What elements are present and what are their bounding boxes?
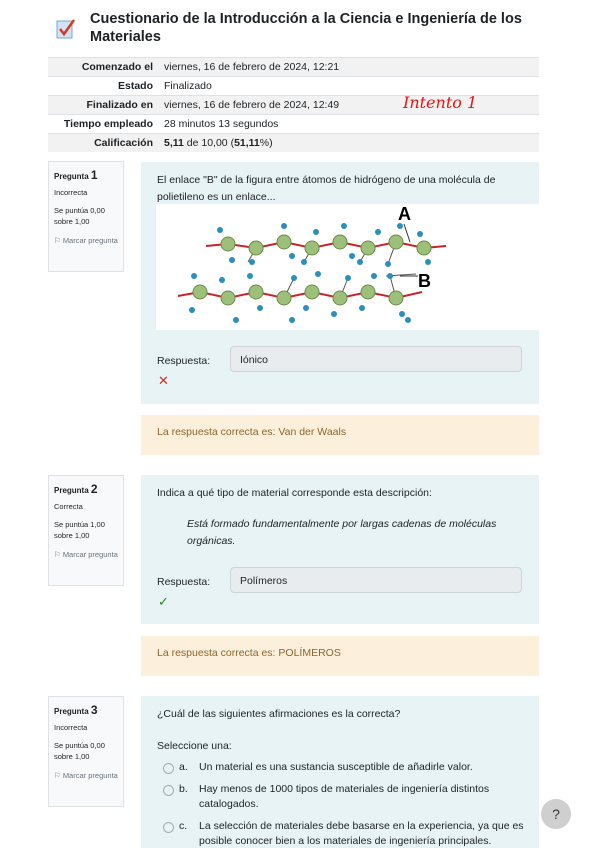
question-mark: Se puntúa 1,00 sobre 1,00	[54, 520, 105, 540]
question-number	[54, 168, 123, 182]
summary-label: Finalizado en	[48, 96, 157, 115]
question-word: Pregunta	[54, 707, 89, 716]
question-number-value: 2	[90, 482, 98, 496]
summary-label: Tiempo empleado	[48, 115, 157, 134]
answer-input[interactable]: Iónico	[230, 346, 522, 372]
summary-row-time	[48, 115, 539, 134]
question-text: El enlace "B" de la figura entre átomos de hidrógeno de una molécula de polietileno es un enlace...	[157, 174, 496, 203]
question-number-value: 3	[90, 703, 98, 717]
flag-icon: ⚐	[54, 771, 63, 780]
choice-text: La selección de materiales debe basarse en la experiencia, ya que es posible conocer bien a los materiales de ingeniería principales.	[199, 820, 524, 847]
grade-end: %)	[259, 137, 273, 149]
question-word: Pregunta	[54, 486, 89, 495]
summary-label: Calificación	[48, 134, 157, 153]
summary-label: Estado	[48, 77, 157, 96]
question-state: Incorrecta	[54, 723, 88, 732]
answer-row	[157, 353, 269, 370]
question-prompt: Seleccione una:	[157, 740, 232, 752]
answer-input[interactable]: Polímeros	[230, 567, 522, 593]
question-number-value: 1	[90, 168, 98, 182]
question-mark: Se puntúa 0,00 sobre 1,00	[54, 206, 105, 226]
flag-label: Marcar pregunta	[62, 771, 118, 780]
question-mark: Se puntúa 0,00 sobre 1,00	[54, 741, 105, 761]
incorrect-icon: ✕	[158, 373, 169, 388]
grade-mid: de 10,00 (	[183, 137, 235, 149]
correct-answer-feedback-1: La respuesta correcta es: Van der Waals	[141, 415, 539, 455]
choice-letter: b.	[179, 783, 188, 795]
correct-icon: ✓	[158, 594, 169, 609]
summary-value: viernes, 16 de febrero de 2024, 12:49	[157, 96, 539, 115]
flag-label: Marcar pregunta	[62, 236, 118, 245]
radio-button[interactable]	[163, 785, 174, 796]
flag-icon: ⚐	[54, 236, 63, 245]
grade-value	[157, 134, 539, 153]
summary-value: Finalizado	[157, 77, 539, 96]
answer-label: Respuesta:	[157, 576, 211, 588]
summary-row-started	[48, 58, 539, 77]
choice-text: Un material es una sustancia susceptible de añadirle valor.	[199, 761, 473, 773]
summary-row-grade	[48, 134, 539, 153]
question-word: Pregunta	[54, 172, 89, 181]
question-info-3	[48, 696, 124, 807]
figure-label-a: A	[398, 204, 411, 224]
flag-question-link[interactable]	[54, 235, 123, 246]
question-number	[54, 482, 123, 496]
grade-score: 5,11	[164, 137, 184, 149]
page-title: Cuestionario de la Introducción a la Ciencia e Ingeniería de los Materiales	[90, 11, 522, 45]
flag-question-link[interactable]	[54, 770, 123, 781]
correct-answer-feedback-2: La respuesta correcta es: POLÍMEROS	[141, 636, 539, 676]
flag-label: Marcar pregunta	[62, 550, 118, 559]
radio-button[interactable]	[163, 763, 174, 774]
quiz-icon	[56, 18, 76, 40]
radio-button[interactable]	[163, 822, 174, 833]
grade-percent: 51,11	[234, 137, 260, 149]
question-description: Está formado fundamentalmente por largas cadenas de moléculas orgánicas.	[187, 518, 497, 547]
choice-letter: a.	[179, 761, 188, 773]
flag-question-link[interactable]	[54, 549, 123, 560]
choice-letter: c.	[179, 820, 188, 832]
quiz-header	[48, 10, 540, 50]
polyethylene-figure	[156, 204, 539, 330]
question-state: Correcta	[54, 502, 83, 511]
handwritten-note: Intento 1	[403, 93, 478, 112]
summary-label: Comenzado el	[48, 58, 157, 77]
summary-value: viernes, 16 de febrero de 2024, 12:21	[157, 58, 539, 77]
question-content-1	[141, 162, 539, 404]
question-info-2	[48, 475, 124, 586]
question-text: ¿Cuál de las siguientes afirmaciones es la correcta?	[157, 708, 401, 720]
figure-label-b: B	[418, 271, 431, 291]
question-info-1	[48, 161, 124, 272]
polyethylene-molecule-svg	[156, 204, 539, 330]
question-number	[54, 703, 123, 717]
summary-value: 28 minutos 13 segundos	[157, 115, 539, 134]
flag-icon: ⚐	[54, 550, 63, 559]
question-content-2	[141, 475, 539, 624]
answer-label: Respuesta:	[157, 355, 211, 367]
help-button[interactable]: ?	[541, 799, 571, 829]
question-text: Indica a qué tipo de material corresponde esta descripción:	[157, 487, 432, 499]
question-state: Incorrecta	[54, 188, 88, 197]
choice-text: Hay menos de 1000 tipos de materiales de ingeniería distintos catalogados.	[199, 783, 490, 810]
answer-row	[157, 574, 288, 591]
question-content-3	[141, 696, 539, 848]
